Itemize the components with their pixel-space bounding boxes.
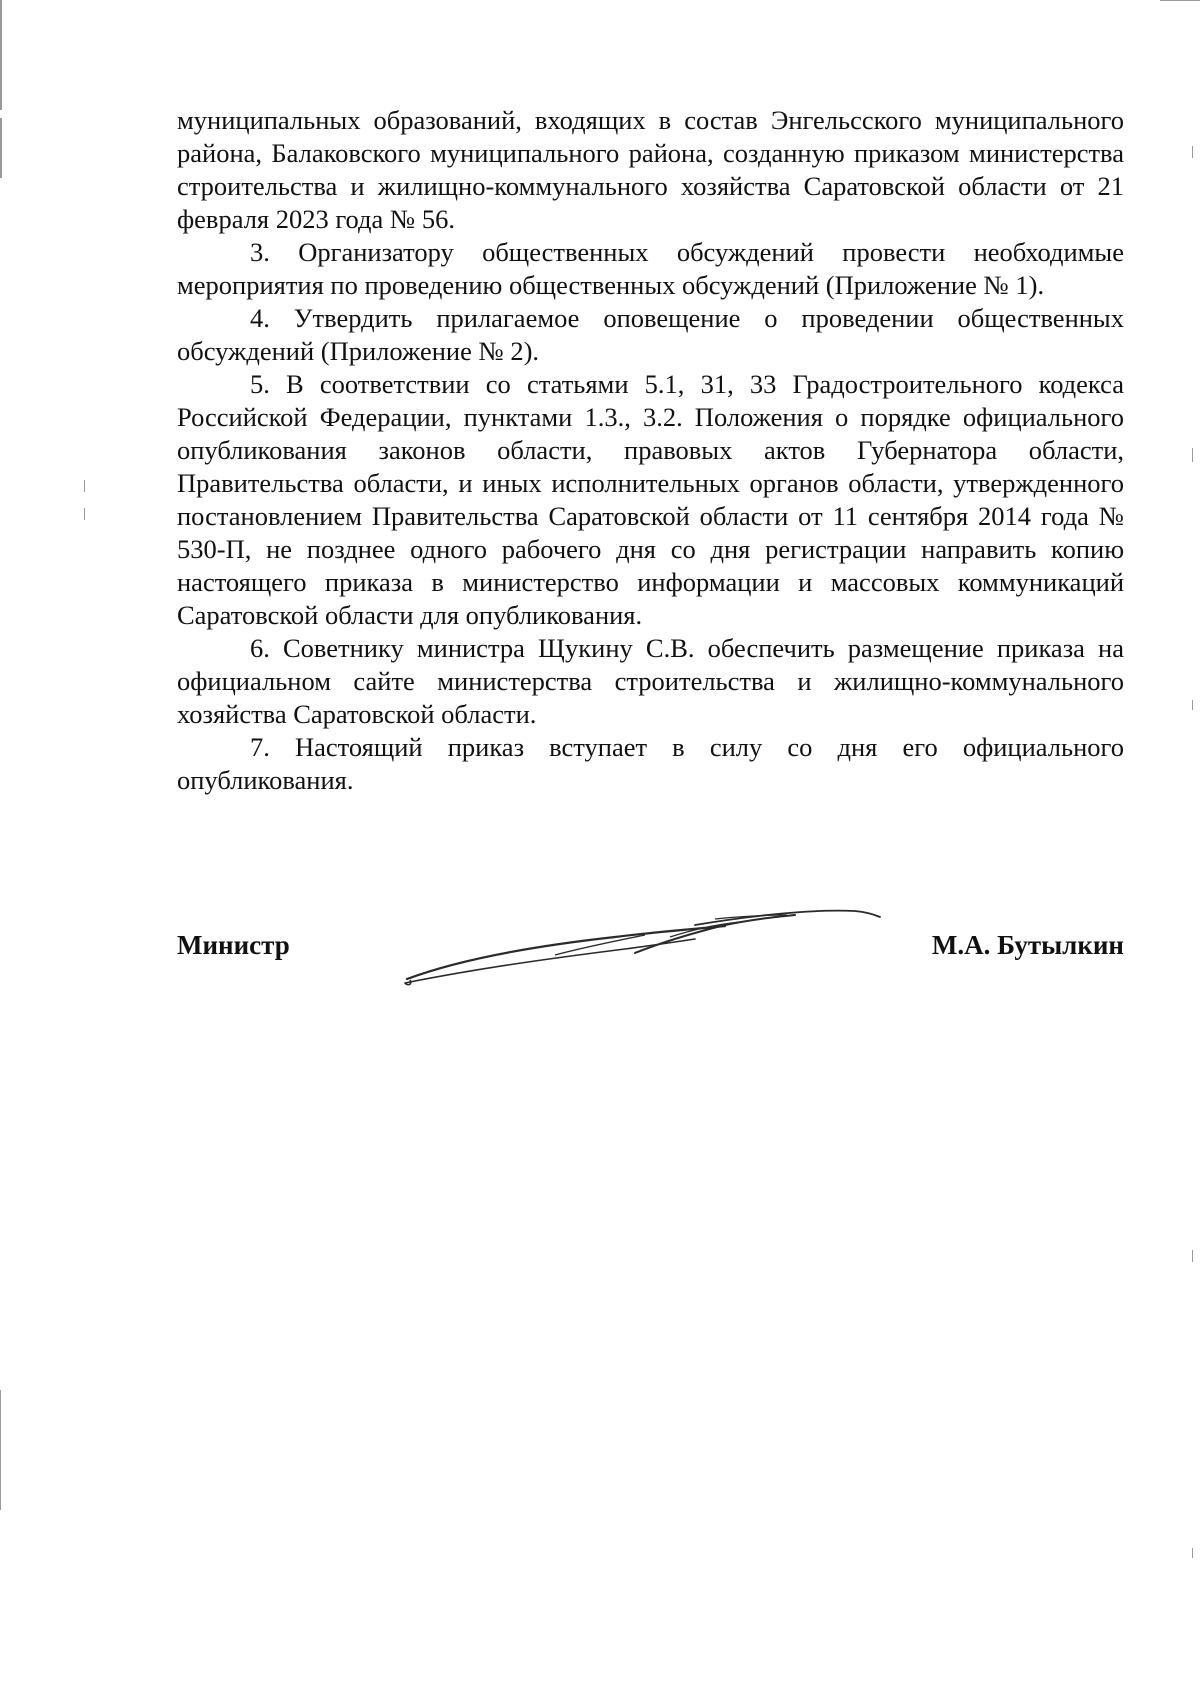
scan-edge-mark	[1192, 146, 1193, 158]
scan-edge-mark	[1192, 1250, 1193, 1262]
scan-edge-mark	[0, 0, 2, 110]
paragraph-item-7: 7. Настоящий приказ вступает в силу со дня его официального опубликования.	[177, 732, 1124, 795]
paragraph-item-5: 5. В соответствии со статьями 5.1, 31, 33 Градостроительного кодекса Российской Федерации, пунктами 1.3., 3.2. Положения о порядке официального опубликования законов области, правовых актов Губернатора области, Правительства области, и иных исполнительных органов области, утвержденного постановлением Правительства Саратовской области от 11 сентября 2014 года № 530-П, не позднее одного рабочего дня со дня регистрации направить копию настоящего приказа в министерство информации и массовых коммуникаций Саратовской области для опубликования.	[177, 369, 1124, 630]
scan-edge-mark	[1160, 0, 1200, 1]
handwritten-signature	[395, 895, 915, 995]
paragraph-continuation: муниципальных образований, входящих в состав Энгельсского муниципального района, Балаковского муниципального района, созданную приказом министерства строительства и жилищно-коммунального хозяйства Саратовской области от 21 февраля 2023 года № 56.	[177, 105, 1124, 234]
scan-edge-mark	[1192, 448, 1193, 462]
paragraph-item-6: 6. Советнику министра Щукину С.В. обеспечить размещение приказа на официальном сайте министерства строительства и жилищно-коммунального хозяйства Саратовской области.	[177, 633, 1124, 729]
paragraph-item-4: 4. Утвердить прилагаемое оповещение о проведении общественных обсуждений (Приложение № 2).	[177, 303, 1124, 366]
scan-edge-mark	[1192, 1548, 1193, 1558]
scan-edge-mark	[84, 508, 85, 520]
signatory-title: Министр	[177, 930, 290, 960]
signatory-name: М.А. Бутылкин	[931, 930, 1124, 960]
document-body	[177, 104, 1124, 797]
paragraph-item-3: 3. Организатору общественных обсуждений провести необходимые мероприятия по проведению общественных обсуждений (Приложение № 1).	[177, 237, 1124, 300]
scan-edge-mark	[84, 480, 85, 492]
scan-edge-mark	[0, 118, 2, 178]
scan-edge-mark	[1192, 700, 1193, 710]
scan-edge-mark	[0, 1390, 1, 1510]
